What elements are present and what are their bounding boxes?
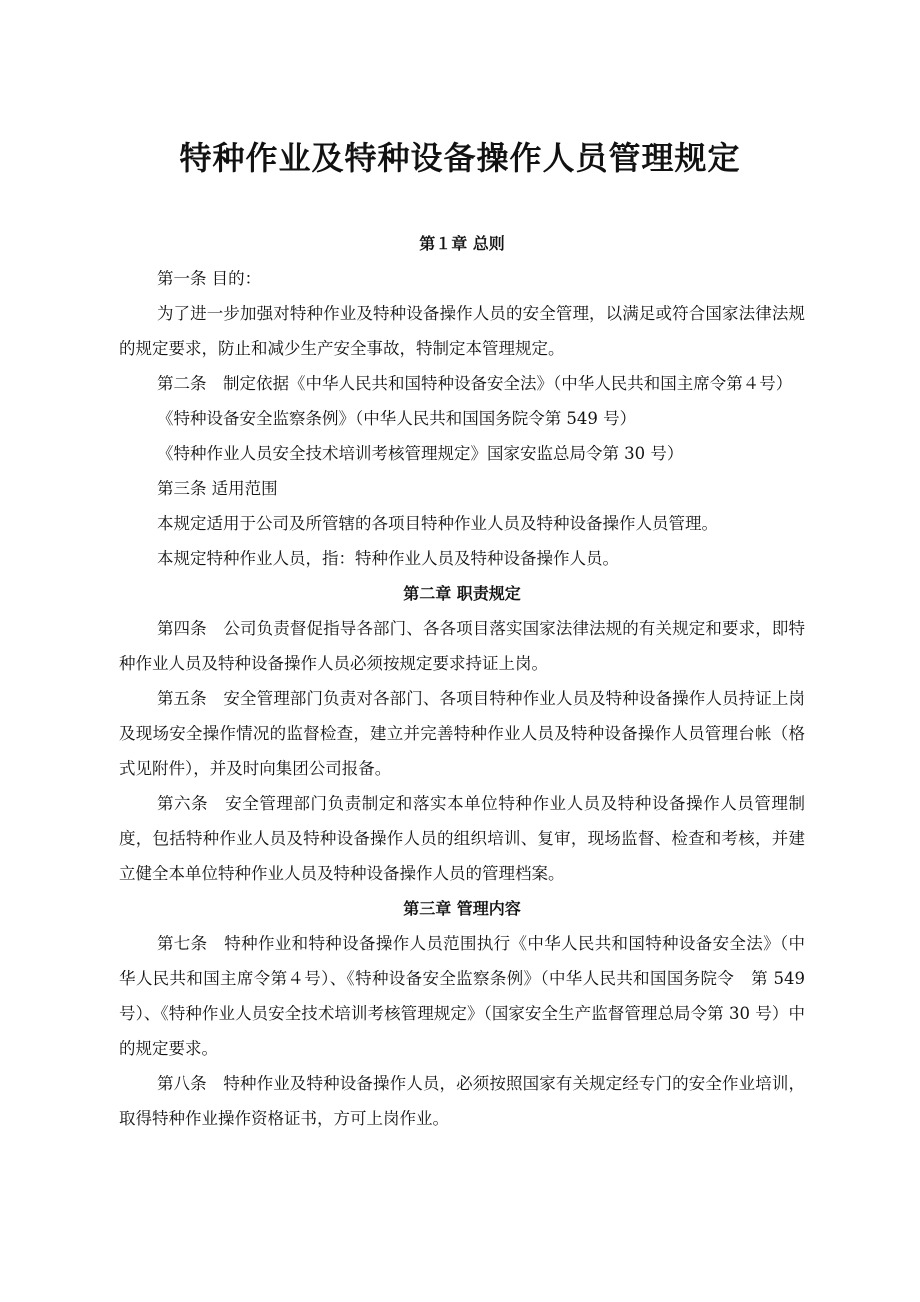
article-paragraph: 第七条 特种作业和特种设备操作人员范围执行《中华人民共和国特种设备安全法》（中华人民共和国主席令第４号）、《特种设备安全监察条例》（中华人民共和国国务院令 第 549 号）、《特种作业人员安全技术培训考核管理规定》（国家安全生产监督管理总局令第 30 号）中的规定要求。	[119, 934, 805, 1058]
article-paragraph: 第四条 公司负责督促指导各部门、各各项目落实国家法律法规的有关规定和要求，即特种作业人员及特种设备操作人员必须按规定要求持证上岗。	[119, 619, 805, 673]
article-title: 第三条 适用范围	[156, 479, 278, 498]
article-paragraph: 第二条 制定依据《中华人民共和国特种设备安全法》（中华人民共和国主席令第４号）	[156, 374, 793, 393]
article-paragraph: 第五条 安全管理部门负责对各部门、各项目特种作业人员及特种设备操作人员持证上岗及现场安全操作情况的监督检查，建立并完善特种作业人员及特种设备操作人员管理台帐（格式见附件），并及时向集团公司报备。	[119, 689, 805, 778]
article-reference: 《特种作业人员安全技术培训考核管理规定》国家安监总局令第 30 号）	[156, 444, 684, 463]
article-paragraph: 第六条 安全管理部门负责制定和落实本单位特种作业人员及特种设备操作人员管理制度，包括特种作业人员及特种设备操作人员的组织培训、复审，现场监督、检查和考核，并建立健全本单位特种作业人员及特种设备操作人员的管理档案。	[119, 794, 805, 883]
article-paragraph: 第八条 特种作业及特种设备操作人员，必须按照国家有关规定经专门的安全作业培训，取得特种作业操作资格证书，方可上岗作业。	[119, 1074, 805, 1128]
chapter-heading: 第三章 管理内容	[403, 899, 521, 918]
document-title: 特种作业及特种设备操作人员管理规定	[179, 139, 741, 177]
chapter-heading: 第二章 职责规定	[403, 584, 521, 603]
document-body	[119, 226, 805, 1136]
article-title: 第一条 目的：	[156, 269, 262, 288]
chapter-heading: 第１章 总则	[419, 234, 505, 253]
article-paragraph: 本规定特种作业人员，指：特种作业人员及特种设备操作人员。	[156, 549, 619, 568]
article-reference: 《特种设备安全监察条例》（中华人民共和国国务院令第 549 号）	[156, 409, 637, 428]
article-paragraph: 本规定适用于公司及所管辖的各项目特种作业人员及特种设备操作人员管理。	[156, 514, 718, 533]
article-paragraph: 为了进一步加强对特种作业及特种设备操作人员的安全管理，以满足或符合国家法律法规的规定要求，防止和减少生产安全事故，特制定本管理规定。	[119, 304, 805, 358]
